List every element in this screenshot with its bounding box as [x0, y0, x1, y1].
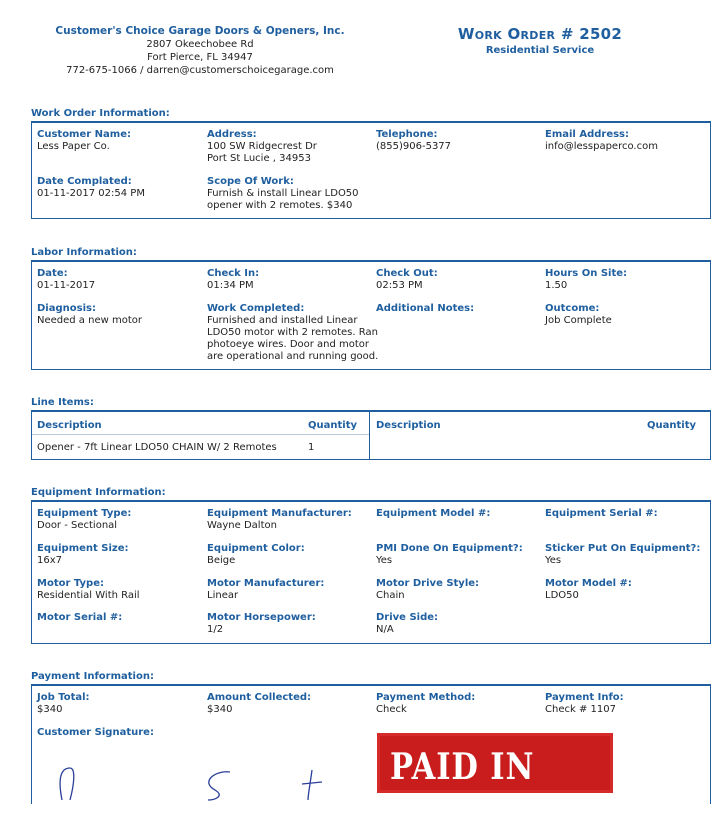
line-items-header-rule: [32, 434, 369, 435]
scope-label: Scope Of Work:: [207, 176, 294, 187]
equipment-section-title: Equipment Information:: [31, 487, 166, 498]
motor-model-value: LDO50: [545, 590, 579, 601]
job-total-label: Job Total:: [37, 692, 90, 703]
email-field: [545, 129, 658, 153]
motor-type-field: [37, 578, 140, 602]
equipment-color-label: Equipment Color:: [207, 543, 305, 554]
equipment-serial-field: [545, 508, 658, 520]
drive-style-field: [376, 578, 479, 602]
work-order-header: [440, 25, 640, 56]
payment-info-label: Payment Info:: [545, 692, 624, 703]
company-address-1: 2807 Okeechobee Rd: [146, 39, 254, 50]
telephone-value: (855)906-5377: [376, 141, 452, 152]
address-field: [207, 129, 317, 165]
customer-name-label: Customer Name:: [37, 129, 131, 140]
labor-date-field: [37, 268, 95, 292]
work-completed-line: LDO50 motor with 2 remotes. Ran: [207, 327, 378, 338]
notes-label: Additional Notes:: [376, 303, 475, 314]
diagnosis-field: [37, 303, 142, 327]
service-type: Residential Service: [485, 45, 595, 56]
amount-collected-value: $340: [207, 704, 233, 715]
amount-collected-label: Amount Collected:: [207, 692, 312, 703]
check-out-field: [376, 268, 438, 292]
table-row-qty: [308, 442, 314, 454]
motor-type-value: Residential With Rail: [37, 590, 140, 601]
li-col-description-label: Description: [376, 420, 441, 431]
motor-serial-field: [37, 612, 122, 624]
li-col-quantity-label: Quantity: [647, 420, 696, 431]
outcome-value: Job Complete: [545, 315, 612, 326]
horsepower-label: Motor Horsepower:: [207, 612, 316, 623]
equipment-manufacturer-field: [207, 508, 352, 532]
payment-info-field: [545, 692, 624, 716]
drive-side-label: Drive Side:: [376, 612, 439, 623]
hours-value: 1.50: [545, 280, 568, 291]
diagnosis-label: Diagnosis:: [37, 303, 96, 314]
telephone-field: [376, 129, 451, 153]
horsepower-field: [207, 612, 316, 636]
diagnosis-value: Needed a new motor: [37, 315, 142, 326]
sticker-label: Sticker Put On Equipment?:: [545, 543, 701, 554]
equipment-model-label: Equipment Model #:: [376, 508, 491, 519]
scope-line-1: Furnish & install Linear LDO50: [207, 188, 359, 199]
li-col-description-right: [376, 420, 441, 432]
sticker-value: Yes: [545, 555, 562, 566]
pmi-value: Yes: [376, 555, 393, 566]
motor-manufacturer-value: Linear: [207, 590, 239, 601]
scope-line-2: opener with 2 remotes. $340: [207, 200, 353, 211]
motor-manufacturer-label: Motor Manufacturer:: [207, 578, 325, 589]
signature-field: [37, 727, 154, 739]
li-col-description-left: [37, 420, 102, 432]
motor-model-field: [545, 578, 632, 602]
paid-in-full-stamp: [377, 733, 613, 830]
work-completed-label: Work Completed:: [207, 303, 305, 314]
payment-section-title: Payment Information:: [31, 671, 154, 682]
address-line-1: 100 SW Ridgecrest Dr: [207, 141, 317, 152]
drive-style-label: Motor Drive Style:: [376, 578, 480, 589]
equipment-size-value: 16x7: [37, 555, 63, 566]
check-in-label: Check In:: [207, 268, 260, 279]
li-col-quantity-label: Quantity: [308, 420, 357, 431]
payment-method-label: Payment Method:: [376, 692, 476, 703]
customer-signature: [40, 760, 340, 800]
table-row: [37, 442, 277, 454]
customer-name-value: Less Paper Co.: [37, 141, 110, 152]
work-completed-line: photoeye wires. Door and motor: [207, 339, 370, 350]
li-col-quantity-left: [308, 420, 357, 432]
line-items-box: [31, 410, 711, 460]
equipment-box: [31, 500, 711, 644]
work-completed-field: [207, 303, 378, 363]
drive-style-value: Chain: [376, 590, 405, 601]
work-completed-line: Furnished and installed Linear: [207, 315, 358, 326]
li-col-quantity-right: [647, 420, 696, 432]
hours-field: [545, 268, 627, 292]
amount-collected-field: [207, 692, 311, 716]
date-completed-label: Date Complated:: [37, 176, 132, 187]
equipment-model-field: [376, 508, 490, 520]
email-value: info@lesspaperco.com: [545, 141, 658, 152]
pmi-field: [376, 543, 523, 567]
equipment-color-field: [207, 543, 305, 567]
li-row-quantity: 1: [308, 442, 315, 453]
company-contact: 772-675-1066 / darren@customerschoicegarage.com: [66, 65, 334, 76]
customer-name-field: [37, 129, 131, 153]
labor-section-title: Labor Information:: [31, 247, 137, 258]
company-address-2: Fort Pierce, FL 34947: [147, 52, 253, 63]
outcome-field: [545, 303, 612, 327]
job-total-field: [37, 692, 90, 716]
email-label: Email Address:: [545, 129, 630, 140]
address-line-2: Port St Lucie , 34953: [207, 153, 311, 164]
payment-info-value: Check # 1107: [545, 704, 616, 715]
equipment-size-label: Equipment Size:: [37, 543, 129, 554]
payment-method-field: [376, 692, 475, 716]
job-total-value: $340: [37, 704, 63, 715]
date-completed-value: 01-11-2017 02:54 PM: [37, 188, 145, 199]
check-out-value: 02:53 PM: [376, 280, 423, 291]
equipment-manufacturer-value: Wayne Dalton: [207, 520, 277, 531]
motor-type-label: Motor Type:: [37, 578, 104, 589]
notes-field: [376, 303, 474, 315]
scope-field: [207, 176, 359, 212]
motor-manufacturer-field: [207, 578, 324, 602]
horsepower-value: 1/2: [207, 624, 224, 635]
work-order-section-title: Work Order Information:: [31, 108, 170, 119]
labor-box: [31, 260, 711, 370]
signature-label: Customer Signature:: [37, 727, 154, 738]
line-items-section-title: Line Items:: [31, 397, 94, 408]
equipment-type-value: Door - Sectional: [37, 520, 118, 531]
line-items-divider: [369, 412, 370, 459]
payment-method-value: Check: [376, 704, 407, 715]
company-name: Customer's Choice Garage Doors & Openers, Inc.: [55, 25, 345, 37]
equipment-color-value: Beige: [207, 555, 236, 566]
work-completed-line: are operational and running good.: [207, 351, 379, 362]
check-in-value: 01:34 PM: [207, 280, 254, 291]
equipment-size-field: [37, 543, 129, 567]
check-out-label: Check Out:: [376, 268, 438, 279]
work-order-box: [31, 121, 711, 219]
li-col-description-label: Description: [37, 420, 102, 431]
equipment-type-field: [37, 508, 131, 532]
labor-date-value: 01-11-2017: [37, 280, 96, 291]
equipment-manufacturer-label: Equipment Manufacturer:: [207, 508, 352, 519]
stamp-text: PAID IN FULL: [390, 746, 535, 830]
sticker-field: [545, 543, 700, 567]
motor-model-label: Motor Model #:: [545, 578, 632, 589]
check-in-field: [207, 268, 259, 292]
drive-side-value: N/A: [376, 624, 394, 635]
motor-serial-label: Motor Serial #:: [37, 612, 123, 623]
company-header: [40, 25, 360, 77]
address-label: Address:: [207, 129, 257, 140]
telephone-label: Telephone:: [376, 129, 438, 140]
li-row-description: Opener - 7ft Linear LDO50 CHAIN W/ 2 Remotes: [37, 442, 277, 453]
pmi-label: PMI Done On Equipment?:: [376, 543, 523, 554]
work-order-title: Work Order # 2502: [457, 25, 623, 43]
hours-label: Hours On Site:: [545, 268, 628, 279]
labor-date-label: Date:: [37, 268, 68, 279]
equipment-type-label: Equipment Type:: [37, 508, 132, 519]
date-completed-field: [37, 176, 145, 200]
drive-side-field: [376, 612, 438, 636]
equipment-serial-label: Equipment Serial #:: [545, 508, 658, 519]
outcome-label: Outcome:: [545, 303, 600, 314]
